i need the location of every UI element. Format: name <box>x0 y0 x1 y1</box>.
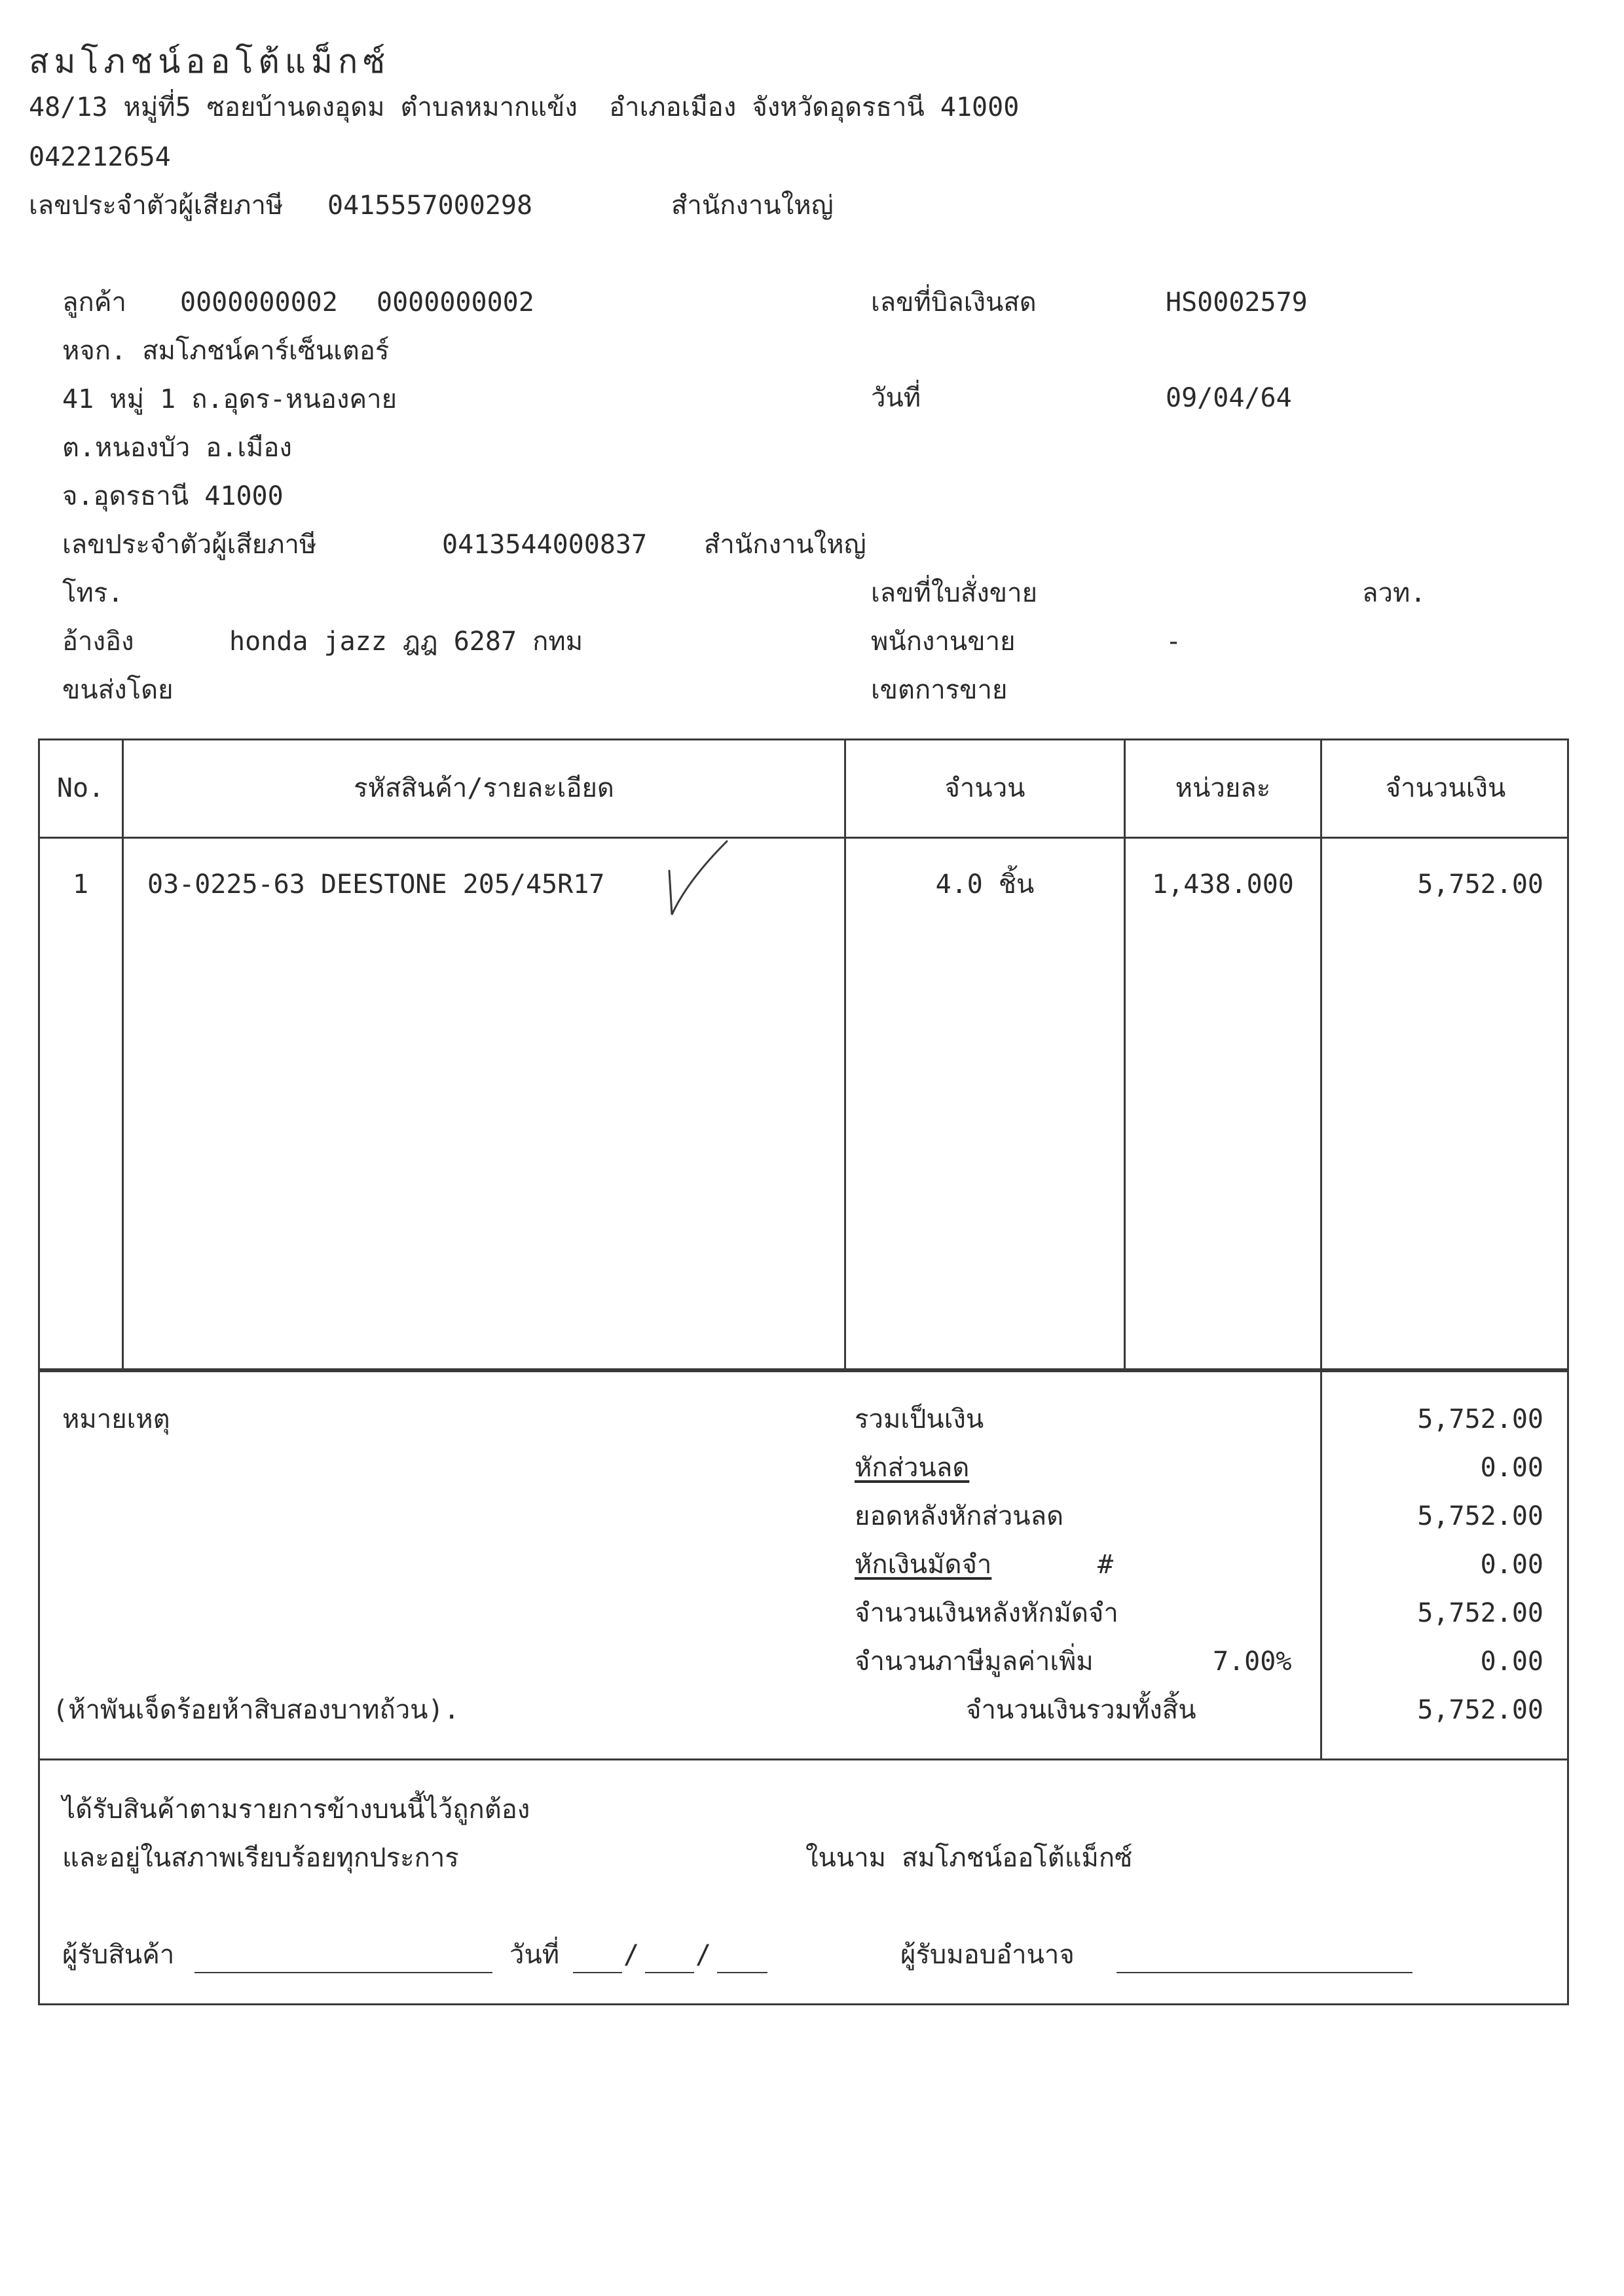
customer-address-1: 41 หมู่ 1 ถ.อุดร-หนองคาย <box>62 384 397 414</box>
salesperson-value: - <box>1166 627 1182 657</box>
after-deposit-value: 5,752.00 <box>1417 1598 1543 1628</box>
salesperson-label: พนักงานขาย <box>871 627 1016 657</box>
customer-branch: สำนักงานใหญ่ <box>704 530 866 560</box>
authorized-signature-line <box>1116 1972 1412 1973</box>
company-tax-id: 0415557000298 <box>327 191 533 221</box>
vat-label: จำนวนภาษีมูลค่าเพิ่ม <box>855 1647 1094 1677</box>
discount-value: 0.00 <box>1480 1453 1543 1483</box>
reference-value: honda jazz ฎฎ 6287 กทม <box>229 627 583 657</box>
subtotal-value: 5,752.00 <box>1417 1404 1543 1434</box>
customer-name: หจก. สมโภชน์คาร์เซ็นเตอร์ <box>62 336 390 366</box>
date-slash-1: / <box>623 1940 640 1970</box>
amount-in-words: (ห้าพันเจ็ดร้อยห้าสิบสองบาทถ้วน). <box>52 1695 460 1725</box>
vat-rate: 7.00% <box>1213 1647 1292 1677</box>
company-branch: สำนักงานใหญ่ <box>671 191 834 221</box>
company-tax-label: เลขประจำตัวผู้เสียภาษี <box>29 191 284 221</box>
col-divider-1 <box>122 738 124 1370</box>
company-address: 48/13 หมู่ที่5 ซอยบ้านดงอุดม ตำบลหมากแข้ง อำเภอเมือง จังหวัดอุดรธานี 41000 <box>29 92 1020 122</box>
receiver-label: ผู้รับสินค้า <box>62 1940 175 1970</box>
bill-date-label: วันที่ <box>871 383 921 413</box>
bill-number-label: เลขที่บิลเงินสด <box>871 287 1037 318</box>
sales-order-value: ลวท. <box>1362 578 1426 608</box>
bill-number: HS0002579 <box>1166 287 1308 318</box>
bill-date: 09/04/64 <box>1166 383 1292 413</box>
header-quantity: จำนวน <box>944 773 1025 803</box>
date-slash-2: / <box>695 1940 712 1970</box>
table-header-divider <box>38 837 1569 839</box>
row-description: 03-0225-63 DEESTONE 205/45R17 <box>147 869 605 900</box>
customer-address-2: ต.หนองบัว อ.เมือง <box>62 433 292 463</box>
header-unit-price: หน่วยละ <box>1175 773 1271 803</box>
deposit-label: หักเงินมัดจำ <box>855 1550 992 1580</box>
received-line-2: และอยู่ในสภาพเรียบร้อยทุกประการ <box>62 1843 459 1873</box>
remark-label: หมายเหตุ <box>62 1404 170 1434</box>
shipping-label: ขนส่งโดย <box>62 675 174 705</box>
received-line-1: ได้รับสินค้าตามรายการข้างบนนี้ไว้ถูกต้อง <box>62 1795 530 1825</box>
after-discount-value: 5,752.00 <box>1417 1501 1543 1531</box>
discount-label: หักส่วนลด <box>855 1453 970 1483</box>
customer-code-2: 0000000002 <box>377 287 534 318</box>
header-description: รหัสสินค้า/รายละเอียด <box>354 773 614 803</box>
receipt-date-label: วันที่ <box>509 1940 560 1970</box>
col-divider-2 <box>844 738 846 1370</box>
receiver-signature-line <box>194 1972 492 1973</box>
row-unit-price: 1,438.000 <box>1152 869 1294 900</box>
company-name: สมโภชน์ออโต้แม็กซ์ <box>29 43 391 81</box>
customer-address-3: จ.อุดรธานี 41000 <box>62 481 284 511</box>
header-no: No. <box>56 773 105 803</box>
col-divider-3 <box>1124 738 1126 1370</box>
date-month-line <box>645 1972 694 1973</box>
row-no: 1 <box>72 869 89 900</box>
sales-area-label: เขตการขาย <box>871 675 1008 705</box>
vat-value: 0.00 <box>1480 1647 1543 1677</box>
subtotal-label: รวมเป็นเงิน <box>855 1404 984 1434</box>
date-day-line <box>573 1972 622 1973</box>
customer-tax-label: เลขประจำตัวผู้เสียภาษี <box>62 530 317 560</box>
col-divider-4 <box>1320 738 1322 1370</box>
after-deposit-label: จำนวนเงินหลังหักมัดจำ <box>855 1598 1118 1628</box>
customer-phone-label: โทร. <box>62 578 124 608</box>
header-amount: จำนวนเงิน <box>1385 773 1506 803</box>
company-phone: 042212654 <box>29 142 171 172</box>
row-amount: 5,752.00 <box>1417 869 1543 900</box>
customer-tax-id: 0413544000837 <box>442 530 648 560</box>
row-quantity: 4.0 ชิ้น <box>935 869 1035 900</box>
on-behalf-of: ในนาม สมโภชน์ออโต้แม็กซ์ <box>805 1843 1133 1873</box>
grand-total-value: 5,752.00 <box>1417 1695 1543 1725</box>
authorized-label: ผู้รับมอบอำนาจ <box>900 1940 1075 1970</box>
after-discount-label: ยอดหลังหักส่วนลด <box>855 1501 1064 1531</box>
deposit-hash: # <box>1098 1550 1114 1580</box>
reference-label: อ้างอิง <box>62 627 134 657</box>
items-table <box>38 738 1569 1370</box>
deposit-value: 0.00 <box>1480 1550 1543 1580</box>
checkmark-icon <box>661 835 733 926</box>
sales-order-label: เลขที่ใบสั่งขาย <box>871 578 1038 608</box>
date-year-line <box>717 1972 767 1973</box>
grand-total-label: จำนวนเงินรวมทั้งสิ้น <box>966 1695 1196 1725</box>
customer-label: ลูกค้า <box>62 287 126 318</box>
customer-code-1: 0000000002 <box>180 287 338 318</box>
